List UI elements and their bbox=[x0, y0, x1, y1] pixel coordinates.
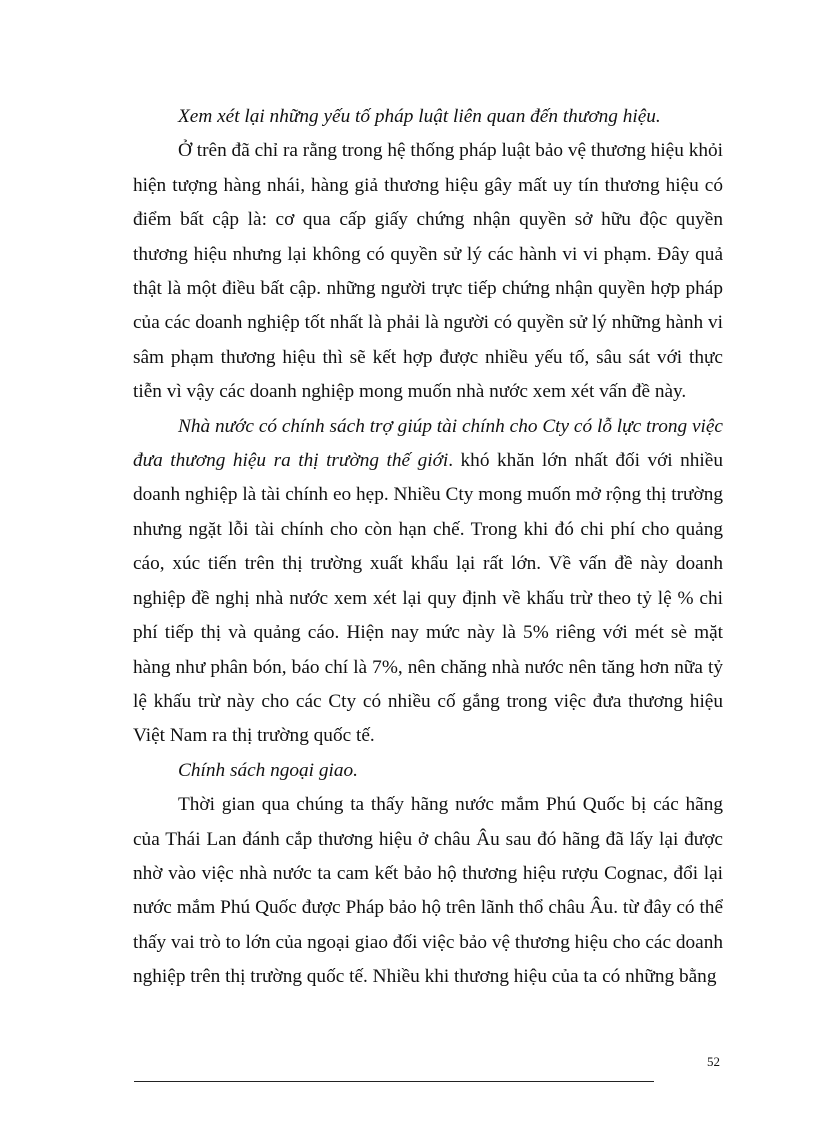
body-text bbox=[133, 100, 723, 995]
paragraph-diplomacy: Thời gian qua chúng ta thấy hãng nước mắm Phú Quốc bị các hãng của Thái Lan đánh cắp thương hiệu ở châu Âu sau đó hãng đã lấy lại được nhờ vào việc nhà nước ta cam kết bảo hộ thương hiệu rượu Cognac, đổi lại nước mắm Phú Quốc được Pháp bảo hộ trên lãnh thổ châu Âu. từ đây có thể thấy vai trò to lớn của ngoại giao đối việc bảo vệ thương hiệu cho các doanh nghiệp trên thị trường quốc tế. Nhiều khi thương hiệu của ta có những bằng bbox=[133, 794, 723, 988]
paragraph-financial-support bbox=[133, 410, 723, 754]
page-number: 52 bbox=[707, 1054, 720, 1069]
footer-divider bbox=[134, 1081, 654, 1082]
paragraph-legal-gap: Ở trên đã chỉ ra rằng trong hệ thống pháp luật bảo vệ thương hiệu khỏi hiện tượng hàng nhái, hàng giả thương hiệu gây mất uy tín thương hiệu có điểm bất cập là: cơ qua cấp giấy chứng nhận quyền sở hữu độc quyền thương hiệu nhưng lại không có quyền sử lý các hành vi vi phạm. Đây quả thật là một điều bất cập. những người trực tiếp chứng nhận quyền hợp pháp của các doanh nghiệp tốt nhất là phải là người có quyền sử lý những hành vi sâm phạm thương hiệu thì sẽ kết hợp được nhiều yếu tố, sâu sát với thực tiễn vì vậy các doanh nghiệp mong muốn nhà nước xem xét vấn đề này. bbox=[133, 140, 723, 403]
lead-financial-support: Nhà nước có chính sách trợ giúp tài chính cho Cty có lỗ lực trong việc đưa thương hiệu ra thị trường thế giới bbox=[133, 415, 723, 472]
paragraph-financial-support-body: . khó khăn lớn nhất đối với nhiều doanh nghiệp là tài chính eo hẹp. Nhiều Cty mong muốn mở rộng thị trường nhưng ngặt lỗi tài chính cho còn hạn chế. Trong khi đó chi phí cho quảng cáo, xúc tiến trên thị trường xuất khẩu lại rất lớn. Về vấn đề này doanh nghiệp đề nghị nhà nước xem xét lại quy định về khấu trừ theo tỷ lệ % chi phí tiếp thị và quảng cáo. Hiện nay mức này là 5% riêng với mét sè mặt hàng như phân bón, báo chí là 7%, nên chăng nhà nước nên tăng hơn nữa tỷ lệ khấu trừ này cho các Cty có nhiều cố gắng trong việc đưa thương hiệu Việt Nam ra thị trường quốc tế. bbox=[133, 450, 723, 747]
heading-legal-review: Xem xét lại những yếu tố pháp luật liên quan đến thương hiệu. bbox=[178, 106, 661, 127]
heading-diplomacy: Chính sách ngoại giao. bbox=[178, 759, 358, 781]
